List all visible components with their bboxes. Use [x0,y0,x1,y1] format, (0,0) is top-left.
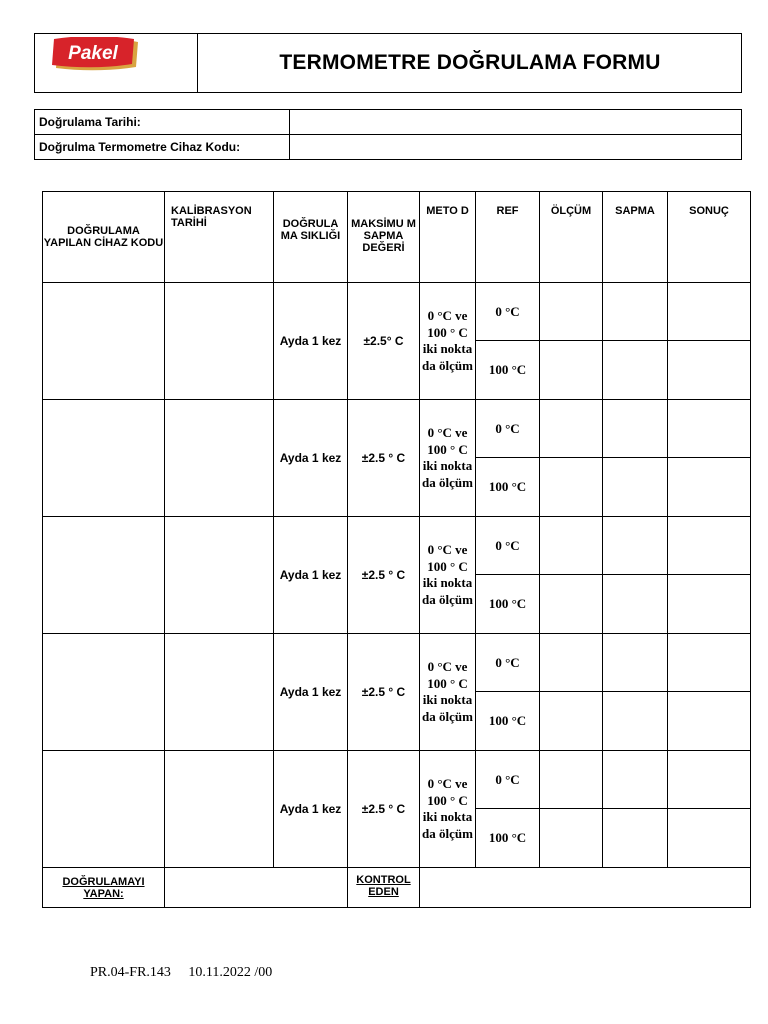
ref-cell-100c: 100 °C [476,575,540,634]
header-calibration-date: KALİBRASYON TARİHİ [165,192,274,283]
deviation-cell[interactable] [603,400,668,458]
checked-by-label: KONTROL EDEN [348,868,420,908]
max-deviation-cell: ±2.5° C [348,283,420,400]
svg-text:Pakel: Pakel [68,43,118,64]
method-cell: 0 °C ve 100 ° C iki nokta da ölçüm [420,400,476,517]
device-code-cell[interactable] [43,400,165,517]
header-deviation: SAPMA [603,192,668,283]
table-header-row [43,192,751,283]
table-body [43,283,751,868]
document-date-revision: 10.11.2022 /00 [188,965,273,980]
device-code-value-field[interactable] [290,135,742,160]
method-cell: 0 °C ve 100 ° C iki nokta da ölçüm [420,634,476,751]
result-cell[interactable] [668,575,751,634]
ref-cell-100c: 100 °C [476,341,540,400]
result-cell[interactable] [668,283,751,341]
ref-cell-0c: 0 °C [476,751,540,809]
ref-cell-100c: 100 °C [476,809,540,868]
deviation-cell[interactable] [603,283,668,341]
performed-by-label: DOĞRULAMAYI YAPAN: [43,868,165,908]
info-table [34,109,742,160]
header-result: SONUÇ [668,192,751,283]
max-deviation-cell: ±2.5 ° C [348,634,420,751]
form-header [34,33,742,93]
device-code-cell[interactable] [43,751,165,868]
frequency-cell: Ayda 1 kez [274,283,348,400]
method-cell: 0 °C ve 100 ° C iki nokta da ölçüm [420,517,476,634]
ref-cell-0c: 0 °C [476,517,540,575]
method-cell: 0 °C ve 100 ° C iki nokta da ölçüm [420,751,476,868]
result-cell[interactable] [668,458,751,517]
max-deviation-cell: ±2.5 ° C [348,751,420,868]
date-row [35,110,742,135]
header-frequency: DOĞRULA MA SIKLIĞI [274,192,348,283]
ref-cell-0c: 0 °C [476,283,540,341]
calibration-date-cell[interactable] [165,751,274,868]
deviation-cell[interactable] [603,575,668,634]
measurement-cell[interactable] [540,634,603,692]
calibration-date-cell[interactable] [165,283,274,400]
result-cell[interactable] [668,809,751,868]
result-cell[interactable] [668,634,751,692]
calibration-date-cell[interactable] [165,517,274,634]
device-code-label: Doğrulma Termometre Cihaz Kodu: [35,135,290,160]
document-footer [90,965,272,981]
device-code-row [35,135,742,160]
result-cell[interactable] [668,341,751,400]
table-row [43,751,751,809]
method-cell: 0 °C ve 100 ° C iki nokta da ölçüm [420,283,476,400]
measurement-cell[interactable] [540,692,603,751]
frequency-cell: Ayda 1 kez [274,517,348,634]
header-device-code: DOĞRULAMA YAPILAN CİHAZ KODU [43,192,165,283]
header-method: METO D [420,192,476,283]
header-ref: REF [476,192,540,283]
performed-by-field[interactable] [165,868,348,908]
ref-cell-0c: 0 °C [476,634,540,692]
max-deviation-cell: ±2.5 ° C [348,400,420,517]
measurement-cell[interactable] [540,400,603,458]
form-title: TERMOMETRE DOĞRULAMA FORMU [279,51,661,74]
header-measurement: ÖLÇÜM [540,192,603,283]
deviation-cell[interactable] [603,341,668,400]
document-code: PR.04-FR.143 [90,965,171,980]
frequency-cell: Ayda 1 kez [274,634,348,751]
deviation-cell[interactable] [603,517,668,575]
logo-cell [35,34,198,92]
device-code-cell[interactable] [43,634,165,751]
deviation-cell[interactable] [603,458,668,517]
ref-cell-100c: 100 °C [476,692,540,751]
calibration-date-cell[interactable] [165,634,274,751]
measurement-cell[interactable] [540,575,603,634]
deviation-cell[interactable] [603,692,668,751]
table-row [43,283,751,341]
measurement-cell[interactable] [540,341,603,400]
result-cell[interactable] [668,517,751,575]
max-deviation-cell: ±2.5 ° C [348,517,420,634]
table-row [43,400,751,458]
deviation-cell[interactable] [603,809,668,868]
ref-cell-100c: 100 °C [476,458,540,517]
frequency-cell: Ayda 1 kez [274,400,348,517]
deviation-cell[interactable] [603,634,668,692]
result-cell[interactable] [668,751,751,809]
measurement-cell[interactable] [540,458,603,517]
pakel-logo [48,37,144,73]
result-cell[interactable] [668,400,751,458]
device-code-cell[interactable] [43,517,165,634]
signature-row [43,868,751,908]
result-cell[interactable] [668,692,751,751]
table-row [43,517,751,575]
measurement-cell[interactable] [540,809,603,868]
header-max-deviation: MAKSİMU M SAPMA DEĞERİ [348,192,420,283]
table-row [43,634,751,692]
calibration-date-cell[interactable] [165,400,274,517]
checked-by-field[interactable] [420,868,751,908]
measurement-cell[interactable] [540,283,603,341]
verification-table [42,191,751,908]
measurement-cell[interactable] [540,517,603,575]
deviation-cell[interactable] [603,751,668,809]
measurement-cell[interactable] [540,751,603,809]
date-value-field[interactable] [290,110,742,135]
ref-cell-0c: 0 °C [476,400,540,458]
date-label: Doğrulama Tarihi: [35,110,290,135]
frequency-cell: Ayda 1 kez [274,751,348,868]
device-code-cell[interactable] [43,283,165,400]
